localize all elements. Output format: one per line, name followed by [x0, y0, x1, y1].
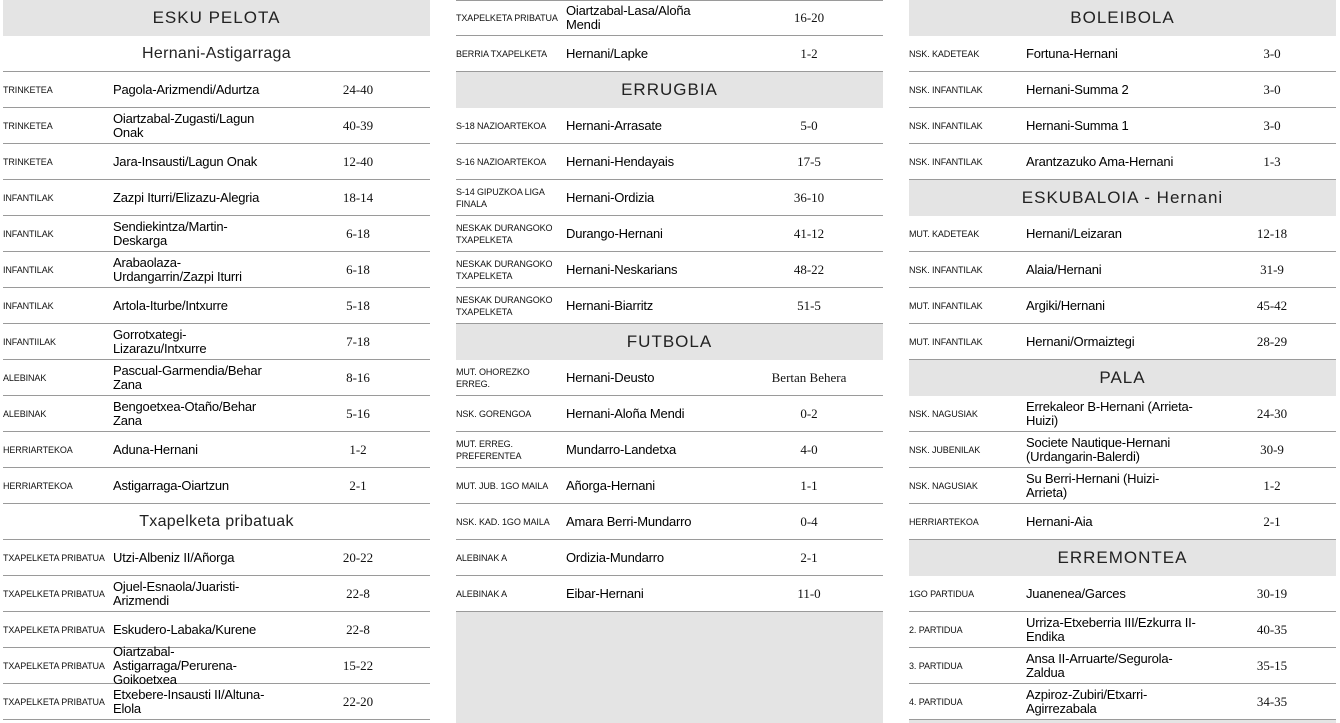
result-row	[3, 612, 430, 648]
result-row	[456, 144, 883, 180]
category-label: NSK. NAGUSIAK	[909, 408, 978, 419]
score: 1-2	[349, 441, 367, 457]
score: 20-22	[342, 549, 374, 565]
category-label: NESKAK DURANGOKO TXAPELKETA	[456, 294, 553, 317]
score: 2-1	[800, 549, 818, 565]
category-label: ALEBINAK A	[456, 552, 508, 563]
match-name: Hernani/Leizaran	[1026, 225, 1122, 241]
category-label: TRINKETEA	[3, 120, 53, 131]
result-row	[456, 0, 883, 36]
score: 24-40	[342, 81, 374, 97]
category-label: NSK. KAD. 1GO MAILA	[456, 516, 550, 527]
results-list	[909, 396, 1336, 540]
score: 2-1	[1263, 513, 1281, 529]
match-name: Hernani-Summa 1	[1026, 117, 1129, 133]
match-name: Urriza-Etxeberria III/Ezkurra II-Endika	[1026, 614, 1196, 644]
category-label: HERRIARTEKOA	[3, 480, 73, 491]
match-name: Jara-Insausti/Lagun Onak	[113, 153, 258, 169]
category-label: HERRIARTEKOA	[3, 444, 73, 455]
match-name: Mundarro-Landetxa	[566, 441, 677, 457]
match-name: Hernani-Ordizia	[566, 189, 655, 205]
match-name: Hernani-Deusto	[566, 369, 655, 385]
results-list	[3, 540, 430, 720]
score: 5-16	[346, 405, 370, 421]
score: 28-29	[1256, 333, 1288, 349]
result-row	[909, 648, 1336, 684]
section-title-esku-pelota: ESKU PELOTA	[3, 0, 430, 36]
result-row	[909, 576, 1336, 612]
score: 3-0	[1263, 117, 1281, 133]
score: 1-2	[800, 45, 818, 61]
category-label: INFANTILAK	[3, 264, 54, 275]
score: 18-14	[342, 189, 374, 205]
match-name: Arabaolaza-Urdangarrin/Zazpi Iturri	[113, 254, 242, 284]
score: 22-8	[346, 585, 370, 601]
result-row	[456, 288, 883, 324]
match-name: Gorrotxategi-Lizarazu/Intxurre	[113, 326, 207, 356]
result-row	[909, 252, 1336, 288]
match-name: Aduna-Hernani	[113, 441, 198, 457]
match-name: Juanenea/Garces	[1026, 585, 1126, 601]
result-row	[3, 72, 430, 108]
category-label: NSK. INFANTILAK	[909, 120, 983, 131]
score: 22-20	[342, 693, 374, 709]
match-name: Hernani/Ormaiztegi	[1026, 333, 1135, 349]
result-row	[909, 612, 1336, 648]
category-label: TXAPELKETA PRIBATUA	[3, 624, 105, 635]
match-name: Hernani-Aia	[1026, 513, 1093, 529]
category-label: S-14 GIPUZKOA LIGA FINALA	[456, 186, 545, 209]
score: 16-20	[793, 10, 825, 25]
result-row	[3, 432, 430, 468]
category-label: HERRIARTEKOA	[909, 516, 979, 527]
category-label: NSK. JUBENILAK	[909, 444, 981, 455]
match-name: Durango-Hernani	[566, 225, 663, 241]
result-row	[3, 108, 430, 144]
category-label: 3. PARTIDUA	[909, 660, 963, 671]
result-row	[3, 216, 430, 252]
match-name: Utzi-Albeniz II/Añorga	[113, 549, 235, 565]
score: 48-22	[793, 261, 825, 277]
result-row	[909, 432, 1336, 468]
score: 30-19	[1256, 585, 1288, 601]
result-row	[3, 468, 430, 504]
category-label: NSK. INFANTILAK	[909, 84, 983, 95]
match-name: Alaia/Hernani	[1026, 261, 1102, 277]
category-label: ALEBINAK A	[456, 588, 508, 599]
category-label: MUT. INFANTILAK	[909, 300, 983, 311]
score: 15-22	[342, 657, 374, 673]
result-row	[3, 252, 430, 288]
column-errugbia-futbola	[456, 0, 883, 723]
result-row	[3, 144, 430, 180]
result-row	[3, 360, 430, 396]
match-name: Ansa II-Arruarte/Segurola-Zaldua	[1026, 650, 1173, 680]
score: 11-0	[797, 585, 821, 601]
category-label: TXAPELKETA PRIBATUA	[3, 696, 105, 707]
category-label: MUT. OHOREZKO ERREG.	[456, 366, 530, 389]
result-row	[909, 144, 1336, 180]
result-row	[909, 468, 1336, 504]
result-row	[456, 180, 883, 216]
section-title-boleibola: BOLEIBOLA	[909, 0, 1336, 36]
category-label: ALEBINAK	[3, 408, 47, 419]
category-label: TRINKETEA	[3, 156, 53, 167]
category-label: NSK. INFANTILAK	[909, 156, 983, 167]
result-row	[3, 643, 430, 687]
results-list	[456, 360, 883, 612]
results-list	[909, 36, 1336, 180]
score: 6-18	[346, 225, 370, 241]
match-name: Ojuel-Esnaola/Juaristi-Arizmendi	[113, 578, 240, 608]
category-label: S-16 NAZIOARTEKOA	[456, 156, 547, 167]
category-label: TXAPELKETA PRIBATUA	[3, 552, 105, 563]
result-row	[456, 36, 883, 72]
match-name: Societe Nautique-Hernani (Urdangarin-Balerdi)	[1026, 434, 1171, 464]
score: 8-16	[346, 369, 370, 385]
match-name: Fortuna-Hernani	[1026, 45, 1118, 61]
result-row	[909, 504, 1336, 540]
result-row	[3, 324, 430, 360]
score: 4-0	[800, 441, 818, 457]
score: 1-3	[1263, 153, 1281, 169]
match-name: Hernani-Aloña Mendi	[566, 405, 685, 421]
score: 3-0	[1263, 81, 1281, 97]
result-row	[456, 468, 883, 504]
match-name: Artola-Iturbe/Intxurre	[113, 297, 228, 313]
result-row	[909, 108, 1336, 144]
score: 35-15	[1256, 657, 1288, 673]
result-row	[909, 36, 1336, 72]
category-label: INFANTILAK	[3, 228, 54, 239]
match-name: Eskudero-Labaka/Kurene	[113, 621, 257, 637]
match-name: Hernani-Summa 2	[1026, 81, 1129, 97]
result-row	[3, 540, 430, 576]
category-label: INFANTILAK	[3, 300, 54, 311]
match-name: Hernani-Hendayais	[566, 153, 674, 169]
empty-gray-block	[456, 612, 883, 723]
result-row	[456, 432, 883, 468]
match-name: Hernani-Neskarians	[566, 261, 678, 277]
match-name: Azpiroz-Zubiri/Etxarri-Agirrezabala	[1026, 686, 1148, 716]
score: 34-35	[1256, 693, 1288, 709]
score: 40-35	[1256, 621, 1288, 637]
score: 2-1	[349, 477, 367, 493]
match-name: Hernani-Arrasate	[566, 117, 662, 133]
match-name: Argiki/Hernani	[1026, 297, 1105, 313]
match-name: Errekaleor B-Hernani (Arrieta-Huizi)	[1026, 398, 1193, 428]
match-name: Arantzazuko Ama-Hernani	[1026, 153, 1174, 169]
category-label: NESKAK DURANGOKO TXAPELKETA	[456, 222, 553, 245]
result-row	[909, 288, 1336, 324]
category-label: MUT. JUB. 1GO MAILA	[456, 480, 549, 491]
match-name: Zazpi Iturri/Elizazu-Alegria	[113, 189, 260, 205]
result-row	[909, 684, 1336, 720]
category-label: BERRIA TXAPELKETA	[456, 48, 548, 59]
match-name: Pascual-Garmendia/Behar Zana	[113, 362, 262, 392]
score: 51-5	[797, 297, 821, 313]
result-row	[3, 576, 430, 612]
score: 5-0	[800, 117, 818, 133]
subsection-title-hernani-astigarraga: Hernani-Astigarraga	[3, 36, 430, 72]
subsection-title-txapelketa-pribatuak: Txapelketa pribatuak	[3, 504, 430, 540]
category-label: TXAPELKETA PRIBATUA	[3, 660, 105, 671]
results-list	[909, 216, 1336, 360]
category-label: TXAPELKETA PRIBATUA	[3, 588, 105, 599]
category-label: NESKAK DURANGOKO TXAPELKETA	[456, 258, 553, 281]
match-name: Bengoetxea-Otaño/Behar Zana	[113, 398, 257, 428]
result-row	[3, 396, 430, 432]
results-list	[3, 72, 430, 504]
match-name: Astigarraga-Oiartzun	[113, 477, 229, 493]
score: 5-18	[346, 297, 370, 313]
match-name: Amara Berri-Mundarro	[566, 513, 692, 529]
score: 45-42	[1256, 297, 1288, 313]
match-name: Oiartzabal-Zugasti/Lagun Onak	[113, 110, 255, 140]
match-name: Pagola-Arizmendi/Adurtza	[113, 81, 260, 97]
result-row	[456, 108, 883, 144]
results-list	[909, 576, 1336, 720]
result-row	[909, 216, 1336, 252]
category-label: TXAPELKETA PRIBATUA	[456, 13, 558, 23]
match-name: Su Berri-Hernani (Huizi-Arrieta)	[1026, 470, 1160, 500]
category-label: NSK. KADETEAK	[909, 48, 980, 59]
match-name: Hernani-Biarritz	[566, 297, 654, 313]
score: 1-2	[1263, 477, 1281, 493]
score: 0-2	[800, 405, 818, 421]
result-row	[909, 396, 1336, 432]
results-list	[456, 108, 883, 324]
score: 7-18	[346, 333, 370, 349]
score: 12-18	[1256, 225, 1288, 241]
score: 22-8	[346, 621, 370, 637]
results-list	[456, 0, 883, 72]
result-row	[909, 324, 1336, 360]
match-name: Oiartzabal-Lasa/Aloña Mendi	[566, 3, 691, 32]
category-label: TRINKETEA	[3, 84, 53, 95]
result-row	[456, 216, 883, 252]
score: Bertan Behera	[771, 369, 847, 385]
section-title-erremontea: ERREMONTEA	[909, 540, 1336, 576]
category-label: 4. PARTIDUA	[909, 696, 963, 707]
category-label: MUT. INFANTILAK	[909, 336, 983, 347]
score: 36-10	[793, 189, 825, 205]
result-row	[456, 540, 883, 576]
match-name: Ordizia-Mundarro	[566, 549, 664, 565]
match-name: Sendiekintza/Martin-Deskarga	[113, 218, 228, 248]
result-row	[3, 288, 430, 324]
category-label: 1GO PARTIDUA	[909, 588, 974, 599]
score: 41-12	[793, 225, 825, 241]
column-esku-pelota	[3, 0, 430, 720]
score: 3-0	[1263, 45, 1281, 61]
score: 12-40	[342, 153, 374, 169]
section-title-eskubaloia: ESKUBALOIA - Hernani	[909, 180, 1336, 216]
category-label: NSK. NAGUSIAK	[909, 480, 978, 491]
match-name: Hernani/Lapke	[566, 45, 648, 61]
result-row	[456, 504, 883, 540]
category-label: MUT. KADETEAK	[909, 228, 980, 239]
score: 0-4	[800, 513, 818, 529]
category-label: NSK. INFANTILAK	[909, 264, 983, 275]
match-name: Añorga-Hernani	[566, 477, 655, 493]
result-row	[456, 576, 883, 612]
score: 40-39	[342, 117, 374, 133]
category-label: ALEBINAK	[3, 372, 47, 383]
category-label: INFANTIILAK	[3, 336, 56, 347]
match-name: Oiartzabal-Astigarraga/Perurena-Goikoetxea	[113, 643, 237, 687]
column-boleibola-eskubaloia-pala-erremontea	[909, 0, 1336, 723]
result-row	[3, 684, 430, 720]
match-name: Etxebere-Insausti II/Altuna-Elola	[113, 686, 265, 716]
category-label: INFANTILAK	[3, 192, 54, 203]
score: 30-9	[1260, 441, 1284, 457]
category-label: MUT. ERREG. PREFERENTEA	[456, 438, 522, 461]
result-row	[456, 252, 883, 288]
section-title-pala: PALA	[909, 360, 1336, 396]
score: 17-5	[797, 153, 821, 169]
score: 6-18	[346, 261, 370, 277]
result-row	[456, 396, 883, 432]
result-row	[3, 180, 430, 216]
score: 24-30	[1256, 405, 1288, 421]
result-row	[456, 360, 883, 396]
score: 31-9	[1260, 261, 1284, 277]
result-row	[909, 72, 1336, 108]
match-name: Eibar-Hernani	[566, 585, 644, 601]
category-label: 2. PARTIDUA	[909, 624, 963, 635]
section-title-futbola: FUTBOLA	[456, 324, 883, 360]
section-title-errugbia: ERRUGBIA	[456, 72, 883, 108]
category-label: NSK. GORENGOA	[456, 408, 532, 419]
category-label: S-18 NAZIOARTEKOA	[456, 120, 547, 131]
score: 1-1	[800, 477, 818, 493]
